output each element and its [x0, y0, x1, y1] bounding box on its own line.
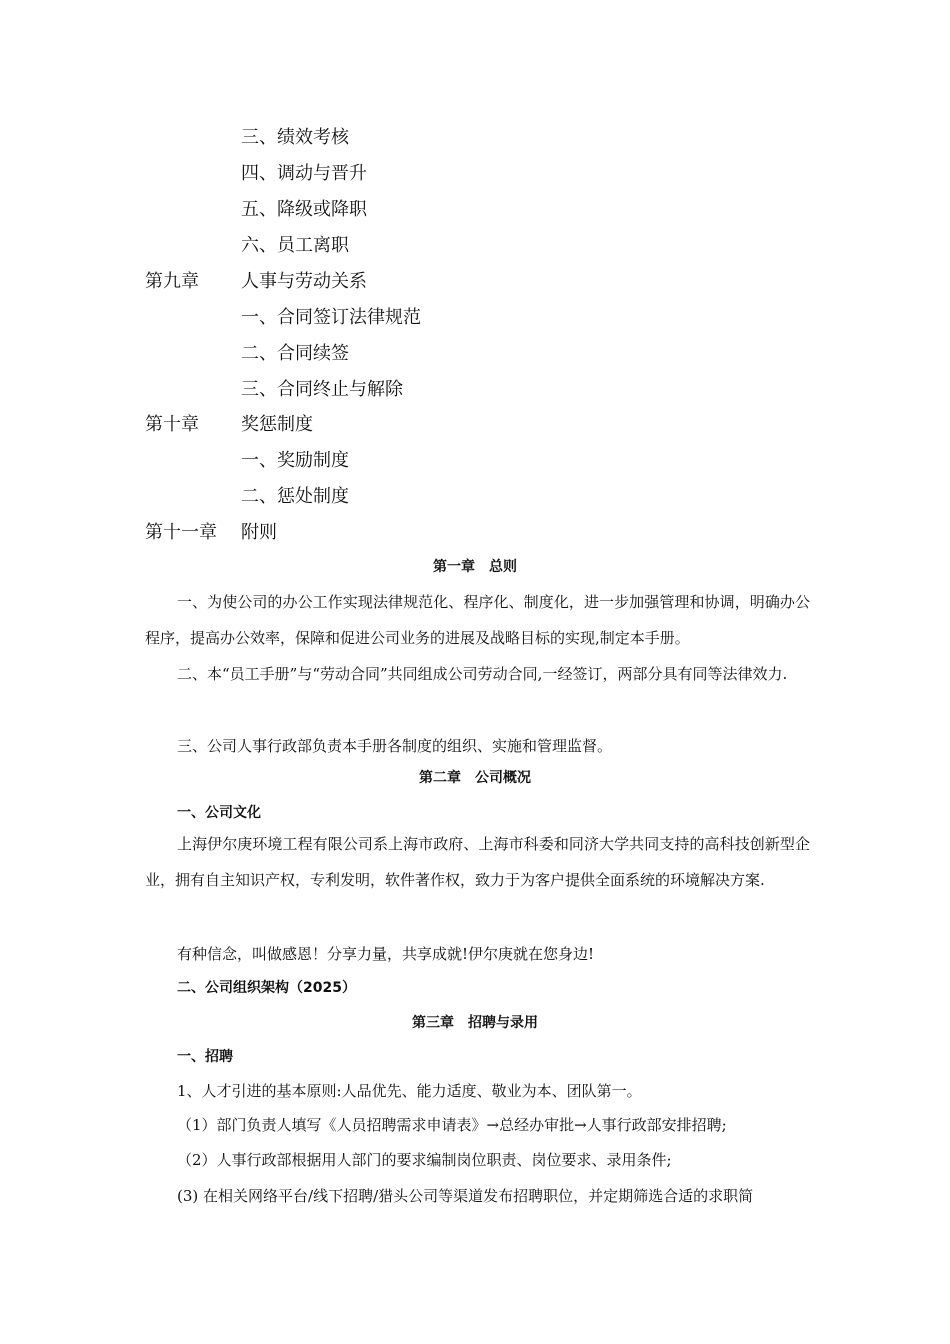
toc-item: 四、调动与晋升: [241, 163, 367, 184]
section-heading: 二、公司组织架构（2025）: [177, 980, 356, 996]
chapter-heading: 第三章 招聘与录用: [412, 1015, 538, 1031]
toc-chapter-label: 第九章: [145, 271, 199, 292]
chapter-heading: 第一章 总则: [433, 559, 517, 575]
toc-chapter-title: 人事与劳动关系: [241, 271, 367, 292]
paragraph: 二、本“员工手册”与“劳动合同”共同组成公司劳动合同,一经签订，两部分具有同等法律效力.: [177, 665, 788, 683]
toc-chapter-label: 第十一章: [145, 522, 217, 543]
paragraph: 三、公司人事行政部负责本手册各制度的组织、实施和管理监督。: [177, 737, 613, 755]
chapter-heading: 第二章 公司概况: [419, 770, 531, 786]
toc-item: 三、绩效考核: [241, 127, 349, 148]
toc-item: 一、奖励制度: [241, 450, 349, 471]
paragraph: 上海伊尔庚环境工程有限公司系上海市政府、上海市科委和同济大学共同支持的高科技创新型企业，拥有自主知识产权，专利发明，软件著作权，致力于为客户提供全面系统的环境解决方案.: [145, 835, 810, 889]
toc-chapter: [145, 521, 277, 545]
list-item: (3) 在相关网络平台/线下招聘/猎头公司等渠道发布招聘职位，并定期筛选合适的求职简: [177, 1187, 754, 1205]
toc-item: 六、员工离职: [241, 235, 349, 256]
toc-chapter: [145, 270, 367, 294]
toc-item: 五、降级或降职: [241, 199, 367, 220]
toc-chapter-label: 第十章: [145, 414, 199, 435]
paragraph: 一、为使公司的办公工作实现法律规范化、程序化、制度化，进一步加强管理和协调，明确办公程序，提高办公效率，保障和促进公司业务的进展及战略目标的实现,制定本手册。: [145, 593, 810, 647]
list-item: （1）部门负责人填写《人员招聘需求申请表》→总经办审批→人事行政部安排招聘;: [177, 1116, 727, 1134]
toc-chapter-title: 附则: [241, 522, 277, 543]
toc-item: 三、合同终止与解除: [241, 379, 403, 400]
toc-item: 二、合同续签: [241, 343, 349, 364]
section-heading: 一、公司文化: [177, 805, 261, 821]
toc-chapter-title: 奖惩制度: [241, 414, 313, 435]
paragraph: 有种信念，叫做感恩！分享力量，共享成就!伊尔庚就在您身边!: [177, 945, 595, 963]
toc-chapter: [145, 413, 313, 437]
toc-item: 一、合同签订法律规范: [241, 307, 421, 328]
toc-item: 二、惩处制度: [241, 486, 349, 507]
list-item: （2）人事行政部根据用人部门的要求编制岗位职责、岗位要求、录用条件;: [177, 1151, 672, 1169]
section-heading: 一、招聘: [177, 1049, 233, 1065]
list-item: 1、人才引进的基本原则:人品优先、能力适度、敬业为本、团队第一。: [177, 1082, 642, 1100]
